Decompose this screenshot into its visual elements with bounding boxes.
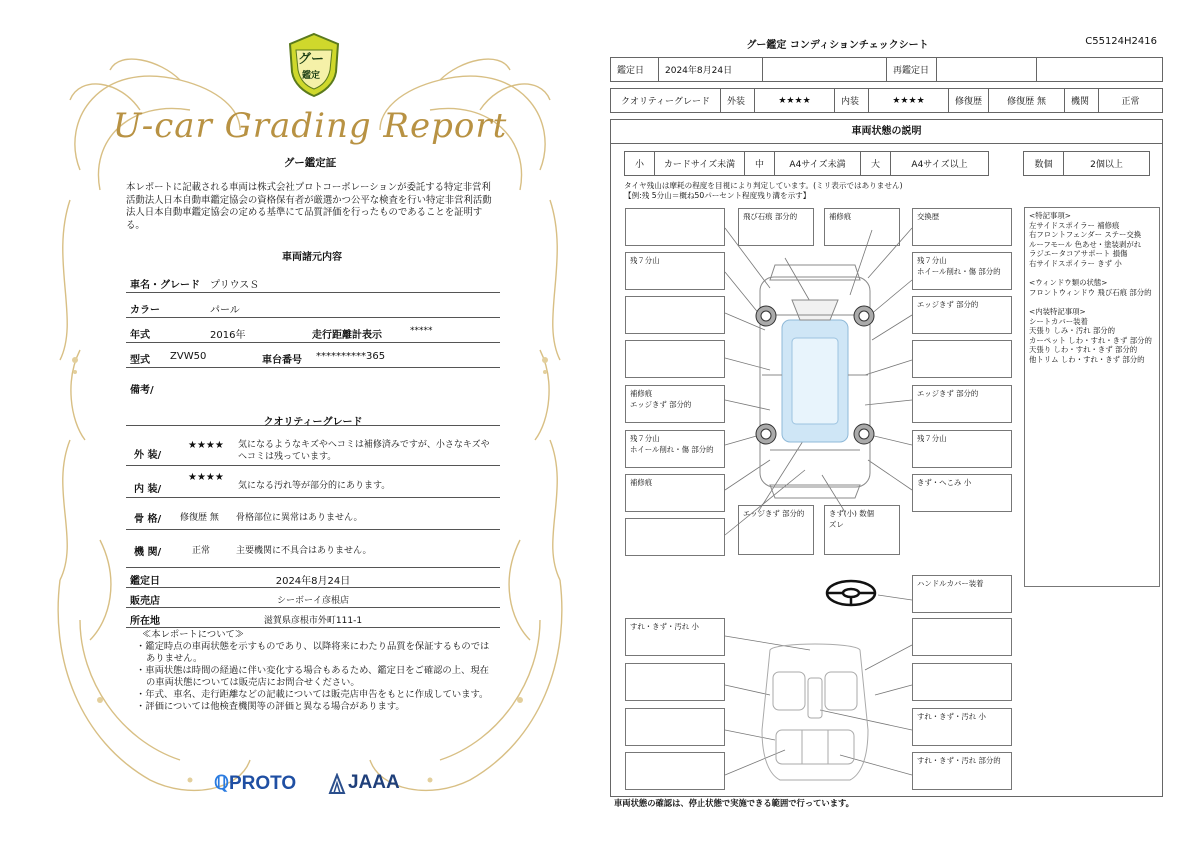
remarks-label: 備考/ [130,385,154,396]
name-value: プリウスＳ [210,280,260,291]
date-value: 2024年8月24日 [275,576,351,587]
engine-label: 機 関/ [134,547,162,558]
badge-text-top: グー [298,52,325,67]
comment-box-left-8 [625,518,725,556]
chassis-value: **********365 [316,351,386,362]
comment-box-top-a: 飛び石痕 部分的 [738,208,814,246]
condition-title: 車両状態の説明 [611,120,1162,144]
proto-mark-icon: ℚ [214,773,229,794]
model-value: ZVW50 [170,351,207,362]
model-label: 型式 [130,355,150,366]
repair-label: 修復歴 [949,89,989,113]
special-item: 右フロントフェンダー ステー交換 [1029,230,1142,240]
address-label: 所在地 [130,616,160,627]
comment-box-left-7: 補修痕 [625,474,725,512]
jaaa-logo: JAAA [348,772,400,793]
condition-check-sheet [610,30,1165,820]
count-value: 2個以上 [1064,152,1150,176]
special-item: ラジエータコアサポート 損傷 [1029,249,1128,259]
frame-label: 骨 格/ [134,514,162,525]
comment-box-right-6: 残７分山 [912,430,1012,468]
specs-title: 車両諸元内容 [282,252,342,263]
note-item: ・車両状態は時間の経過に伴い変化する場合もあるため、鑑定日をご確認の上、現在の車両状態については販売店にお問合せください。 [136,665,489,688]
comment-box-handle: ハンドルカバー装着 [912,575,1012,613]
comment-box-right-2: 残７分山 ホイール削れ・傷 部分的 [912,252,1012,290]
info-row-shop [126,588,500,608]
spec-row-color [126,293,500,318]
badge-text-bottom: 鑑定 [302,71,321,81]
comment-box-right-4 [912,340,1012,378]
comment-box-bottom-b: きず(小) 数個 ズレ [824,505,900,555]
engine-value: 正常 [192,546,211,556]
info-row-date [126,568,500,588]
engine-value: 正常 [1099,89,1163,113]
size-small: 小 [625,152,655,176]
note-item: ・鑑定時点の車両状態を示すものであり、以降将来にわたり品質を保証するものではありません。 [136,641,490,664]
logos [214,772,414,796]
engine-comment: 主要機関に不具合はありません。 [236,546,372,556]
special-title: <特記事項> [1029,211,1071,220]
comment-box-left-5: 補修痕 エッジきず 部分的 [625,385,725,423]
quality-row-interior [126,466,500,498]
interior-comment: 気になる汚れ等が部分的にあります。 [238,481,391,491]
sheet-title: グー鑑定 コンディションチェックシート [746,40,929,51]
interior-box-left-4 [625,752,725,790]
sheet-code: C55124H2416 [1085,36,1157,47]
repair-value: 修復歴 無 [989,89,1065,113]
info-row-address [126,608,500,628]
notes-title: ≪本レポートについて≫ [142,629,245,640]
proto-logo: ℚPROTO [214,773,297,794]
special-item: 右サイドスポイラー きず 小 [1029,258,1122,268]
quality-title: クオリティーグレード [263,417,363,428]
frame-comment: 骨格部位に異常はありません。 [236,513,363,523]
interior-box-right-4: すれ・きず・汚れ 部分的 [912,752,1012,790]
special-item: ルーフモール 色あせ・塗装剥がれ [1029,239,1142,249]
year-label: 年式 [130,330,150,341]
spec-row-name [126,268,500,293]
exterior-stars: ★★★★ [188,440,224,451]
interior-item: 天張り しわ・すれ・きず 部分的 [1029,345,1138,355]
comment-box-left-6: 残７分山 ホイール削れ・傷 部分的 [625,430,725,468]
interior-box-left-3 [625,708,725,746]
address-value: 滋賀県彦根市外町111-1 [263,616,363,626]
shop-label: 販売店 [130,596,160,607]
tire-note-line-1: タイヤ残山は摩耗の程度を目視により判定しています。(ミリ表示ではありません) [624,181,903,190]
interior-title: <内装特記事項> [1029,306,1086,316]
certificate-title: グー鑑定証 [283,157,337,169]
size-mid-desc: A4サイズ未満 [775,152,861,176]
count-label: 数個 [1024,152,1064,176]
exterior-comment: 気になるようなキズやヘコミは補修済みですが、小さなキズやヘコミは残っています。 [238,440,490,462]
color-value: パール [210,305,240,316]
interior-item: 他トリム しわ・すれ・きず 部分的 [1029,354,1145,364]
size-mid: 中 [745,152,775,176]
int-value: ★★★★ [869,89,949,113]
grading-report-page [40,20,580,830]
mileage-value: ***** [410,326,433,336]
interior-label: 内 装/ [134,484,162,495]
date-label: 鑑定日 [611,58,659,82]
comment-box-left-4 [625,340,725,378]
date-value: 2024年8月24日 [659,58,763,82]
spec-row-model [126,343,500,368]
comment-box-right-3: エッジきず 部分的 [912,296,1012,334]
certificate-text: 本レポートに記載される車両は株式会社プロトコーポレーションが委託する特定非営利活動法人日本自動車鑑定協会の資格保有者が厳選かつ公平な検査を行い特定非営利活動法人日本自動車鑑定協会の定める基準にて品質評価を行ったものであることを証明する。 [126,182,492,231]
footer-note: 車両状態の確認は、停止状態で実施できる範囲で行っています。 [614,798,854,808]
interior-box-right-1 [912,618,1012,656]
interior-box-right-3: すれ・きず・汚れ 小 [912,708,1012,746]
special-notes [1024,207,1160,587]
comment-box-right-5: エッジきず 部分的 [912,385,1012,423]
comment-box-bottom-a: エッジきず 部分的 [738,505,814,555]
note-item: ・評価については他検査機関等の評価と異なる場合があります。 [136,701,405,712]
frame-value: 修復歴 無 [180,513,219,523]
note-item: ・年式、車名、走行距離などの記載については販売店申告をもとに作成しています。 [136,689,489,700]
interior-stars: ★★★★ [188,472,224,483]
date-label: 鑑定日 [130,576,160,587]
interior-item: カーペット しわ・すれ・きず 部分的 [1029,335,1152,345]
report-notes [136,629,498,713]
interior-item: 天張り しみ・汚れ 部分的 [1029,326,1115,336]
special-item: 左サイドスポイラー 補修痕 [1029,220,1120,230]
quality-row-frame [126,498,500,530]
steering-wheel-icon [827,581,875,605]
comment-box-right-7: きず・へこみ 小 [912,474,1012,512]
window-item: フロントウィンドウ 飛び石痕 部分的 [1029,287,1152,297]
comment-box-left-1 [625,208,725,246]
engine-label: 機関 [1065,89,1099,113]
size-large-desc: A4サイズ以上 [891,152,989,176]
mileage-label: 走行距離計表示 [312,330,382,341]
spec-row-year [126,318,500,343]
color-label: カラー [130,305,160,316]
redate-label: 再鑑定日 [887,58,937,82]
year-value: 2016年 [210,330,246,341]
ext-value: ★★★★ [755,89,835,113]
tire-note-line-2: 【例:残 5分山＝概ね50パーセント程度残り溝を示す】 [624,191,811,200]
interior-box-left-1: すれ・きず・汚れ 小 [625,618,725,656]
shop-value: シーボーイ彦根店 [276,596,349,606]
comment-box-left-3 [625,296,725,334]
ext-label: 外装 [721,89,755,113]
report-title: U-car Grading Report [112,106,508,146]
quality-row-exterior [126,426,500,466]
jaaa-mark-icon [328,773,346,795]
chassis-label: 車台番号 [262,355,302,366]
comment-box-top-b: 補修痕 [824,208,900,246]
interior-box-left-2 [625,663,725,701]
quality-title-row [126,396,500,426]
size-small-desc: カードサイズ未満 [655,152,745,176]
interior-item: シートカバー装着 [1029,316,1088,326]
int-label: 内装 [835,89,869,113]
grade-label: クオリティーグレード [611,89,721,113]
size-large: 大 [861,152,891,176]
comment-box-right-1: 交換歴 [912,208,1012,246]
interior-box-right-2 [912,663,1012,701]
window-title: <ウィンドウ類の状態> [1029,278,1108,288]
quality-row-engine [126,530,500,568]
name-label: 車名・グレード [130,280,200,291]
spec-row-remarks [126,368,500,396]
comment-box-left-2: 残７分山 [625,252,725,290]
exterior-label: 外 装/ [134,450,162,461]
